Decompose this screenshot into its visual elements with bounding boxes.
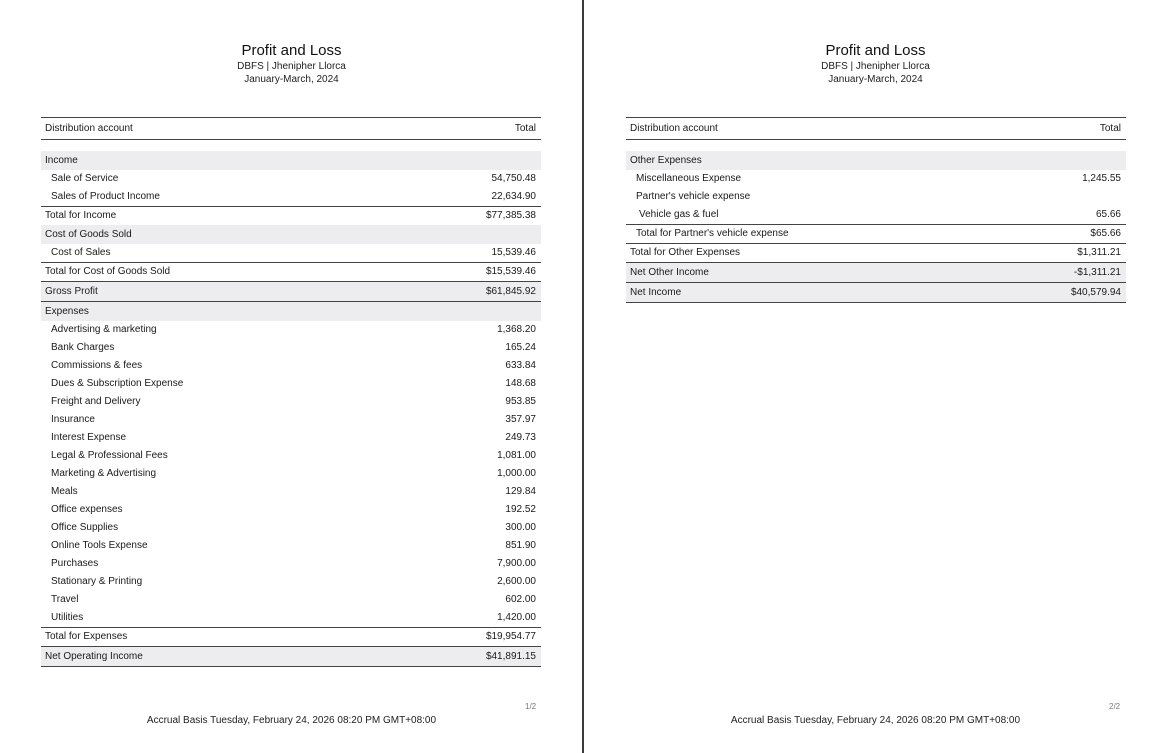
account-amount: -$1,311.21 bbox=[997, 263, 1126, 283]
account-row bbox=[626, 206, 1126, 225]
account-label: Vehicle gas & fuel bbox=[639, 209, 719, 220]
account-row bbox=[41, 537, 541, 555]
report-page-2 bbox=[584, 0, 1166, 753]
total-row bbox=[626, 225, 1126, 244]
account-amount: $77,385.38 bbox=[412, 207, 541, 226]
account-amount: 129.84 bbox=[505, 486, 536, 497]
account-row bbox=[41, 465, 541, 483]
account-label: Net Operating Income bbox=[41, 647, 412, 667]
report-table bbox=[626, 117, 1126, 303]
report-footer: Accrual Basis Tuesday, February 24, 2026 08:20 PM GMT+08:00 bbox=[146, 715, 437, 726]
account-amount bbox=[997, 188, 1126, 206]
account-amount: 249.73 bbox=[505, 432, 536, 443]
account-amount: 633.84 bbox=[505, 360, 536, 371]
account-label: Total for Expenses bbox=[41, 628, 412, 647]
account-row bbox=[41, 573, 541, 591]
column-header-total: Total bbox=[997, 118, 1126, 140]
account-amount: 1,000.00 bbox=[497, 468, 536, 479]
column-header-account: Distribution account bbox=[626, 118, 997, 140]
report-header bbox=[0, 41, 583, 86]
account-row bbox=[41, 321, 541, 339]
account-label: Net Other Income bbox=[626, 263, 997, 283]
account-label: Total for Cost of Goods Sold bbox=[41, 263, 412, 282]
account-label: Stationary & Printing bbox=[51, 576, 143, 587]
account-row bbox=[626, 188, 1126, 206]
account-amount: $65.66 bbox=[997, 225, 1126, 244]
page-number: 1/2 bbox=[525, 702, 537, 711]
account-label: Miscellaneous Expense bbox=[636, 173, 742, 184]
account-amount: 165.24 bbox=[505, 342, 536, 353]
account-label: Total for Partner's vehicle expense bbox=[626, 225, 997, 244]
account-row bbox=[41, 170, 541, 188]
account-row bbox=[41, 609, 541, 628]
section-header-row bbox=[41, 302, 541, 322]
account-label: Freight and Delivery bbox=[51, 396, 141, 407]
account-label: Dues & Subscription Expense bbox=[51, 378, 184, 389]
account-amount: $15,539.46 bbox=[412, 263, 541, 282]
account-amount bbox=[412, 151, 541, 170]
report-title: Profit and Loss bbox=[241, 42, 342, 59]
account-amount: 54,750.48 bbox=[491, 173, 536, 184]
account-amount: 1,420.00 bbox=[497, 612, 536, 623]
account-label: Meals bbox=[51, 486, 78, 497]
account-row bbox=[41, 375, 541, 393]
column-header-row bbox=[41, 118, 541, 140]
summary-row bbox=[41, 282, 541, 302]
report-period: January-March, 2024 bbox=[244, 74, 339, 85]
account-amount: 192.52 bbox=[505, 504, 536, 515]
account-label: Net Income bbox=[626, 283, 997, 303]
report-header bbox=[584, 41, 1166, 86]
account-amount: $19,954.77 bbox=[412, 628, 541, 647]
page-number: 2/2 bbox=[1109, 702, 1121, 711]
account-amount bbox=[412, 302, 541, 322]
account-amount: 148.68 bbox=[505, 378, 536, 389]
account-row bbox=[626, 170, 1126, 188]
account-row bbox=[41, 244, 541, 263]
account-amount: $61,845.92 bbox=[412, 282, 541, 302]
column-header-row bbox=[626, 118, 1126, 140]
account-amount: 602.00 bbox=[505, 594, 536, 605]
account-label: Expenses bbox=[41, 302, 412, 322]
summary-row bbox=[626, 263, 1126, 283]
summary-row bbox=[41, 647, 541, 667]
company-name: DBFS | Jhenipher Llorca bbox=[237, 61, 346, 72]
account-row bbox=[41, 411, 541, 429]
account-label: Total for Income bbox=[41, 207, 412, 226]
account-label: Other Expenses bbox=[626, 151, 997, 170]
section-header-row bbox=[41, 225, 541, 244]
header-spacer bbox=[626, 140, 1126, 152]
account-label: Advertising & marketing bbox=[51, 324, 157, 335]
account-row bbox=[41, 483, 541, 501]
column-header-account: Distribution account bbox=[41, 118, 412, 140]
total-row bbox=[41, 628, 541, 647]
account-label: Online Tools Expense bbox=[51, 540, 148, 551]
account-row bbox=[41, 429, 541, 447]
account-amount: 2,600.00 bbox=[497, 576, 536, 587]
account-row bbox=[41, 393, 541, 411]
account-label: Interest Expense bbox=[51, 432, 127, 443]
account-label: Total for Other Expenses bbox=[626, 244, 997, 263]
account-label: Bank Charges bbox=[51, 342, 115, 353]
account-row bbox=[41, 447, 541, 465]
total-row bbox=[626, 244, 1126, 263]
account-amount bbox=[997, 151, 1126, 170]
column-header-total: Total bbox=[412, 118, 541, 140]
account-row bbox=[41, 555, 541, 573]
account-label: Purchases bbox=[51, 558, 99, 569]
account-label: Commissions & fees bbox=[51, 360, 143, 371]
account-amount bbox=[412, 225, 541, 244]
account-row bbox=[41, 357, 541, 375]
account-label: Gross Profit bbox=[41, 282, 412, 302]
account-amount: 65.66 bbox=[1095, 209, 1121, 220]
account-amount: 357.97 bbox=[505, 414, 536, 425]
account-row bbox=[41, 188, 541, 207]
section-header-row bbox=[41, 151, 541, 170]
account-amount: 22,634.90 bbox=[491, 191, 536, 202]
account-label: Office Supplies bbox=[51, 522, 119, 533]
account-amount: $1,311.21 bbox=[997, 244, 1126, 263]
header-spacer bbox=[41, 140, 541, 152]
account-row bbox=[41, 339, 541, 357]
total-row bbox=[41, 263, 541, 282]
account-label: Utilities bbox=[51, 612, 84, 623]
account-label: Cost of Sales bbox=[51, 247, 111, 258]
account-label: Income bbox=[41, 151, 412, 170]
account-row bbox=[41, 501, 541, 519]
account-amount: 7,900.00 bbox=[497, 558, 536, 569]
account-amount: $41,891.15 bbox=[412, 647, 541, 667]
account-row bbox=[41, 591, 541, 609]
account-label: Sales of Product Income bbox=[51, 191, 160, 202]
company-name: DBFS | Jhenipher Llorca bbox=[821, 61, 930, 72]
account-row bbox=[41, 519, 541, 537]
account-amount: 1,081.00 bbox=[497, 450, 536, 461]
account-label: Partner's vehicle expense bbox=[636, 191, 751, 202]
account-label: Travel bbox=[51, 594, 79, 605]
account-label: Sale of Service bbox=[51, 173, 119, 184]
account-amount: 1,245.55 bbox=[1082, 173, 1121, 184]
account-amount: 15,539.46 bbox=[491, 247, 536, 258]
account-amount: 300.00 bbox=[505, 522, 536, 533]
account-label: Legal & Professional Fees bbox=[51, 450, 168, 461]
account-amount: 851.90 bbox=[505, 540, 536, 551]
account-label: Office expenses bbox=[51, 504, 123, 515]
account-amount: 1,368.20 bbox=[497, 324, 536, 335]
summary-row bbox=[626, 283, 1126, 303]
report-table bbox=[41, 117, 541, 667]
account-amount: 953.85 bbox=[505, 396, 536, 407]
report-period: January-March, 2024 bbox=[828, 74, 923, 85]
account-label: Cost of Goods Sold bbox=[41, 225, 412, 244]
account-amount: $40,579.94 bbox=[997, 283, 1126, 303]
account-label: Insurance bbox=[51, 414, 95, 425]
report-title: Profit and Loss bbox=[825, 42, 926, 59]
account-label: Marketing & Advertising bbox=[51, 468, 157, 479]
report-footer: Accrual Basis Tuesday, February 24, 2026 08:20 PM GMT+08:00 bbox=[730, 715, 1021, 726]
total-row bbox=[41, 207, 541, 226]
section-header-row bbox=[626, 151, 1126, 170]
